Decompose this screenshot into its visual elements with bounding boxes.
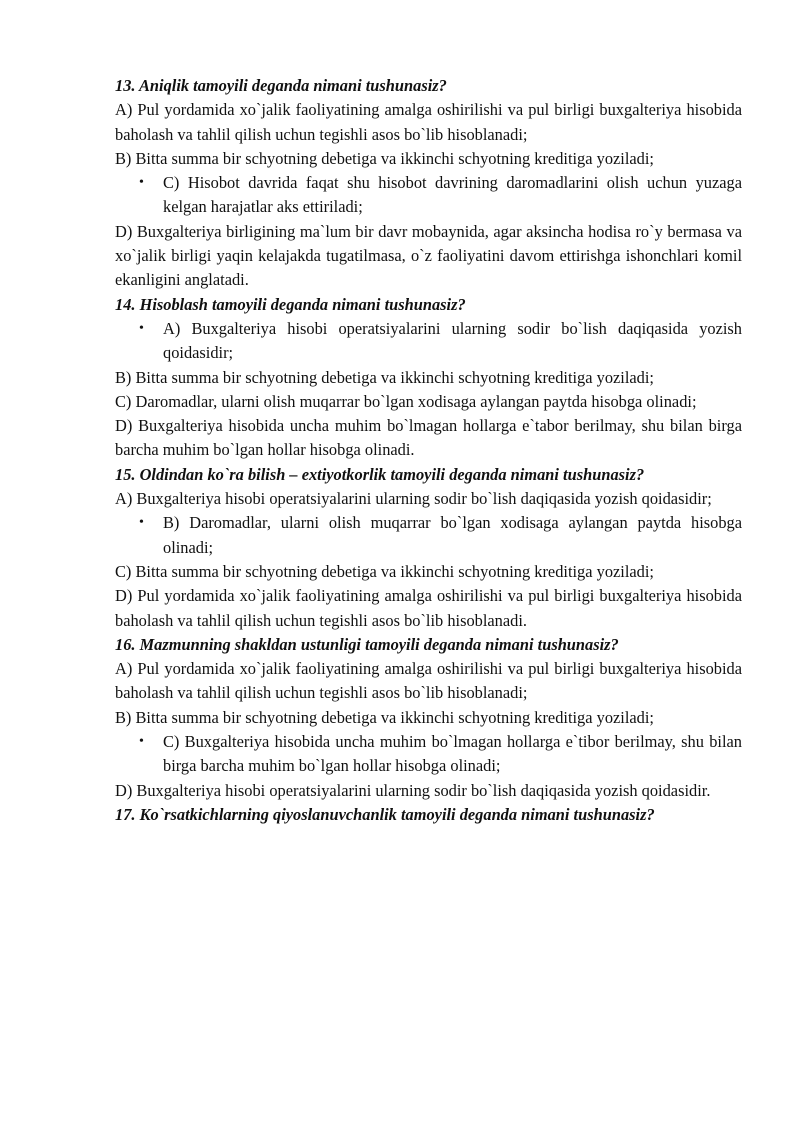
answer-option: D) Pul yordamida xo`jalik faoliyatining amalga oshirilishi va pul birligi buxgalteriya hisobida baholash va tahlil qilish uchun tegishli asos bo`lib hisoblanadi.	[115, 586, 742, 630]
question-title: 16. Mazmunning shakldan ustunligi tamoyili deganda nimani tushunasiz?	[115, 634, 619, 654]
answer-option: D) Buxgalteriya hisobi operatsiyalarini ularning sodir bo`lish daqiqasida yozish qoidasidir.	[115, 780, 711, 800]
answer-option: C) Daromadlar, ularni olish muqarrar bo`lgan xodisaga aylangan paytda hisobga olinadi;	[115, 391, 697, 411]
answer-option-text: C) Hisobot davrida faqat shu hisobot davrining daromadlarini olish uchun yuzaga kelgan harajatlar aks ettiriladi;	[163, 173, 742, 217]
answer-option-selected	[115, 511, 742, 560]
answer-option: B) Bitta summa bir schyotning debetiga va ikkinchi schyotning kreditiga yoziladi;	[115, 148, 654, 168]
answer-option: B) Bitta summa bir schyotning debetiga va ikkinchi schyotning kreditiga yoziladi;	[115, 707, 654, 727]
answer-option: D) Buxgalteriya birligining ma`lum bir davr mobaynida, agar aksincha hodisa ro`y bermasa va xo`jalik birligi yaqin kelajakda tugatilmasa, o`z faoliyatini davom ettirishga ishonchlari komil ekanligini anglatadi.	[115, 221, 742, 290]
answer-option: A) Pul yordamida xo`jalik faoliyatining amalga oshirilishi va pul birligi buxgalteriya hisobida baholash va tahlil qilish uchun tegishli asos bo`lib hisoblanadi;	[115, 100, 742, 144]
question-title: 14. Hisoblash tamoyili deganda nimani tushunasiz?	[115, 294, 466, 314]
bullet-icon: •	[139, 734, 144, 750]
answer-option: C) Bitta summa bir schyotning debetiga va ikkinchi schyotning kreditiga yoziladi;	[115, 561, 654, 581]
answer-option-text: C) Buxgalteriya hisobida uncha muhim bo`lmagan hollarga e`tibor berilmay, shu bilan birga barcha muhim bo`lgan hollar hisobga olinadi;	[163, 732, 742, 776]
answer-option-text: A) Buxgalteriya hisobi operatsiyalarini ularning sodir bo`lish daqiqasida yozish qoidasidir;	[163, 318, 742, 363]
bullet-icon: •	[139, 175, 144, 191]
document-page	[115, 74, 742, 827]
bullet-icon: •	[139, 515, 144, 531]
answer-option-selected	[115, 730, 742, 779]
answer-option-selected	[115, 171, 742, 220]
answer-option-selected	[115, 317, 742, 366]
question-title: 13. Aniqlik tamoyili deganda nimani tushunasiz?	[115, 76, 447, 95]
bullet-icon: •	[139, 320, 144, 336]
answer-option-text: B) Daromadlar, ularni olish muqarrar bo`lgan xodisaga aylangan paytda hisobga olinadi;	[163, 513, 742, 557]
answer-option: A) Buxgalteriya hisobi operatsiyalarini ularning sodir bo`lish daqiqasida yozish qoidasidir;	[115, 489, 712, 509]
answer-option: D) Buxgalteriya hisobida uncha muhim bo`lmagan hollarga e`tabor berilmay, shu bilan birga barcha muhim bo`lgan hollar hisobga olinadi.	[115, 416, 742, 460]
answer-option: B) Bitta summa bir schyotning debetiga va ikkinchi schyotning kreditiga yoziladi;	[115, 367, 654, 387]
question-title: 15. Oldindan ko`ra bilish – extiyotkorlik tamoyili deganda nimani tushunasiz?	[115, 464, 645, 484]
question-title: 17. Ko`rsatkichlarning qiyoslanuvchanlik tamoyili deganda nimani tushunasiz?	[115, 804, 655, 824]
answer-option: A) Pul yordamida xo`jalik faoliyatining amalga oshirilishi va pul birligi buxgalteriya hisobida baholash va tahlil qilish uchun tegishli asos bo`lib hisoblanadi;	[115, 659, 742, 703]
